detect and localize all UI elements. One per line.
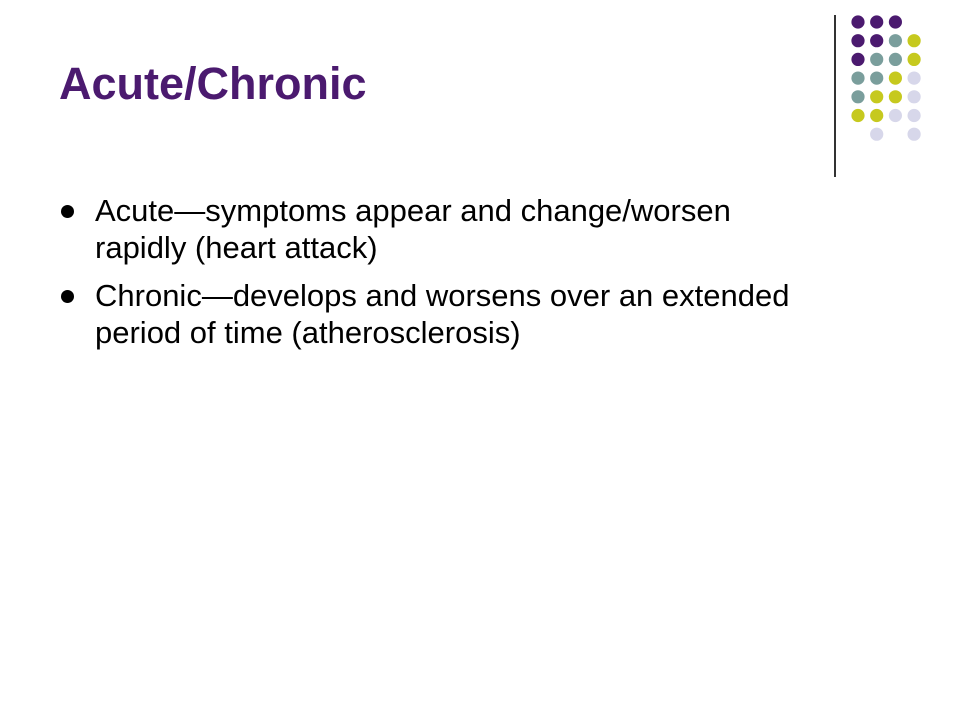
bullet-list (60, 192, 830, 362)
decorative-dot (851, 72, 864, 85)
decorative-dot (870, 15, 883, 28)
decorative-dot (889, 53, 902, 66)
decorative-dot (870, 53, 883, 66)
decorative-dot (851, 109, 864, 122)
slide-title: Acute/Chronic (59, 58, 367, 109)
decorative-dot (908, 72, 921, 85)
bullet-text: Acute—symptoms appear and change/worsen rapidly (heart attack) (95, 193, 731, 265)
decorative-dot (870, 128, 883, 141)
decorative-dot (851, 90, 864, 103)
bullet-dot-icon (61, 205, 74, 218)
bullet-dot-icon (61, 290, 74, 303)
decorative-dot (870, 90, 883, 103)
decorative-dot (889, 72, 902, 85)
decorative-dot (908, 128, 921, 141)
decorative-dot (889, 90, 902, 103)
bullet-item-acute (60, 192, 830, 266)
decorative-dot (908, 53, 921, 66)
decorative-dot (889, 34, 902, 47)
bullet-text: Chronic—develops and worsens over an extended period of time (atherosclerosis) (95, 278, 790, 350)
decorative-dot (889, 109, 902, 122)
decorative-dot (889, 15, 902, 28)
decorative-dot (870, 72, 883, 85)
decorative-dot (908, 109, 921, 122)
decorative-dot (908, 90, 921, 103)
bullet-item-chronic (60, 277, 830, 351)
decorative-dot (870, 109, 883, 122)
decorative-dot (851, 53, 864, 66)
decorative-divider (834, 15, 836, 177)
decorative-dot (870, 34, 883, 47)
decorative-dot (851, 34, 864, 47)
decorative-dot (851, 15, 864, 28)
decorative-dot (908, 34, 921, 47)
